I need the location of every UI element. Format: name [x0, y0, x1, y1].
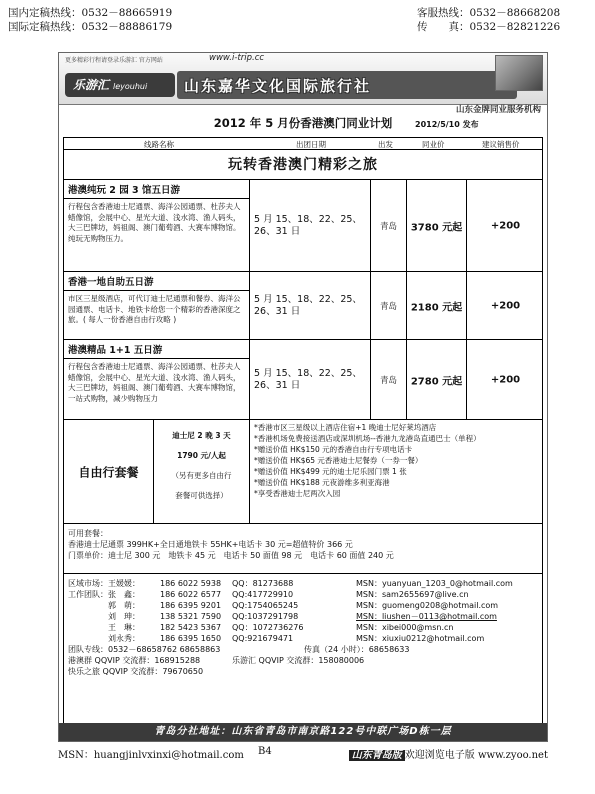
tour-price: 3780 元起 [410, 222, 463, 233]
contact-msn[interactable]: MSN：sam2655697@live.cn [356, 590, 469, 599]
team-phone: 团队专线：0532－68658762 68658863 [68, 645, 221, 654]
free-travel-items [254, 422, 538, 499]
price-cell [407, 180, 467, 271]
leyouhui-logo [65, 73, 175, 97]
contact-phone: 186 6022 6577 [160, 590, 222, 599]
tour-name: 港澳精品 1+1 五日游 [64, 340, 249, 359]
brand-name: 山东青岛版 [349, 750, 405, 761]
contact-name: 刘 珅： [108, 612, 140, 621]
tour-cell [64, 180, 250, 271]
team-fax: 传真（24 小时）：68658633 [304, 645, 410, 654]
list-item: *香港机场免费接送酒店或深圳机场--香港九龙港岛直通巴士（单程） [254, 434, 481, 443]
address-bar: 青岛分社地址：山东省青岛市南京路122号中联广场D栋一层 [59, 723, 547, 741]
tour-desc: 行程包含香港迪士尼通票、海洋公园通票、杜莎夫人蜡像馆，会展中心、星光大道、浅水湾、渔人码头，大三巴牌坊，妈祖阁、澳门葡萄酒、大赛车博物馆，一站式购物，减少购物压力 [68, 362, 241, 403]
dates-cell [250, 340, 371, 419]
list-item: *享受香港迪士尼两次入园 [254, 489, 341, 498]
list-item: *赠送价值 HK$150 元的香港自由行专项电话卡 [254, 445, 413, 454]
contact-line [68, 666, 538, 677]
logo-en: leyouhui [113, 82, 148, 91]
contact-msn[interactable]: MSN：guomeng0208@hotmail.com [356, 601, 499, 610]
header-suggest: 建议销售价 [482, 140, 520, 149]
logo-cn: 乐游汇 [73, 78, 110, 92]
tour-price: 2780 元起 [410, 376, 463, 387]
suggest-cell [467, 272, 544, 339]
header-route-name: 线路名称 [144, 140, 174, 149]
contact-msn[interactable]: MSN：liushen－0113@hotmail.com [356, 612, 497, 621]
tour-name: 港澳纯玩 2 园 3 馆五日游 [64, 180, 249, 199]
domestic-hotline: 国内定稿热线：0532－88665919 [8, 7, 173, 19]
contact-phone: 186 6395 9201 [160, 601, 222, 610]
list-item: *赠送价值 HK$188 元夜游维多利亚海港 [254, 478, 390, 487]
contact-name: 刘永秀： [108, 634, 140, 643]
tour-from: 青岛 [379, 221, 397, 232]
tour-dates: 5 月 15、18、22、25、26、31 日 [254, 293, 362, 317]
team-label: 工作团队： [68, 590, 108, 599]
company-banner [59, 53, 547, 105]
hotlines-left [8, 6, 172, 34]
welcome-text[interactable]: 欢迎浏览电子版 www.zyoo.net [404, 750, 548, 761]
table-row [64, 272, 542, 340]
dates-cell [250, 180, 371, 271]
tour-suggest: +200 [490, 374, 521, 385]
contact-line [68, 589, 538, 600]
section-title: 玩转香港澳门精彩之旅 [64, 150, 542, 180]
optional-packages [64, 524, 542, 574]
page-number: B4 [258, 746, 272, 757]
plan-title: 2012 年 5 月份香港澳门同业计划 [213, 116, 393, 130]
tour-dates: 5 月 15、18、22、25、26、31 日 [254, 213, 362, 237]
tour-dates: 5 月 15、18、22、25、26、31 日 [254, 367, 362, 391]
contact-line [68, 644, 538, 655]
tour-price: 2180 元起 [410, 302, 463, 313]
package-note-2: 套餐可供选择） [175, 491, 228, 500]
website-link[interactable]: www.i-trip.cc [209, 53, 265, 63]
banner-tagline: 更多精彩行程请登录乐游汇 官方网站 [65, 57, 163, 64]
package-note-1: （另有更多自由行 [171, 471, 232, 480]
from-cell [371, 340, 407, 419]
from-cell [371, 180, 407, 271]
suggest-cell [467, 340, 544, 419]
optional-line-1: 香港迪士尼通票 399HK+全日通地铁卡 55HK+电话卡 30 元=超值特价 366 元 [68, 540, 353, 549]
contact-msn[interactable]: MSN：yuanyuan_1203_0@hotmail.com [356, 579, 513, 588]
contact-name: 王媛媛： [108, 579, 140, 588]
contact-msn[interactable]: MSN：xibei000@msn.cn [356, 623, 454, 632]
happy-group: 快乐之旅 QQVIP 交流群：79670650 [68, 667, 204, 676]
price-cell [407, 340, 467, 419]
contact-qq: QQ:1037291798 [232, 612, 299, 621]
market-label: 区域市场： [68, 579, 108, 588]
banner-photo [495, 55, 543, 91]
header-price: 同业价 [422, 140, 445, 149]
contact-line [68, 655, 538, 666]
contact-phone: 186 6395 1650 [160, 634, 222, 643]
suggest-cell [467, 180, 544, 271]
customer-service-hotline: 客服热线：0532－88668208 [417, 7, 561, 19]
contact-msn[interactable]: MSN：xiuxiu0212@hotmail.com [356, 634, 485, 643]
contact-name: 张 鑫： [108, 590, 140, 599]
international-hotline: 国际定稿热线：0532－88886179 [8, 21, 173, 33]
tour-from: 青岛 [379, 301, 397, 312]
fax-number: 传 真：0532－82821226 [417, 21, 561, 33]
contact-phone: 182 5423 5367 [160, 623, 222, 632]
contact-phone: 138 5321 7590 [160, 612, 222, 621]
price-cell [407, 272, 467, 339]
free-travel-package [154, 420, 250, 523]
tour-cell [64, 340, 250, 419]
leyou-group: 乐游汇 QQVIP 交流群：158080006 [232, 656, 365, 665]
tour-suggest: +200 [490, 220, 521, 231]
footer-brand [349, 746, 548, 761]
table-row [64, 180, 542, 272]
list-item: *赠送价值 HK$65 元香港迪士尼餐券（一券一餐） [254, 456, 423, 465]
free-travel-row [64, 420, 542, 524]
tour-cell [64, 272, 250, 339]
tour-from: 青岛 [379, 375, 397, 386]
contact-qq: QQ:921679471 [232, 634, 294, 643]
free-travel-label: 自由行套餐 [78, 465, 139, 479]
contact-qq: QQ：1072736276 [232, 623, 304, 632]
page-frame [58, 52, 548, 742]
contact-line [68, 633, 538, 644]
contact-name: 郭 萌： [108, 601, 140, 610]
contact-qq: QQ：81273688 [232, 579, 294, 588]
table-row [64, 340, 542, 420]
list-item: *赠送价值 HK$499 元的迪士尼乐园门票 1 张 [254, 467, 407, 476]
header-dates: 出团日期 [296, 140, 326, 149]
contact-line [68, 578, 538, 589]
contacts-section [64, 574, 542, 738]
hk-group: 港澳群 QQVIP 交流群：168915288 [68, 656, 201, 665]
contact-qq: QQ:417729910 [232, 590, 294, 599]
hotlines-right [417, 6, 587, 34]
contact-name: 王 琳： [108, 623, 140, 632]
package-price: 1790 元/人起 [177, 451, 226, 460]
header-from: 出发 [378, 140, 393, 149]
route-table [63, 137, 543, 739]
tour-name: 香港一地自助五日游 [64, 272, 249, 291]
page-footer [58, 746, 548, 760]
optional-line-2: 门票单价：迪士尼 300 元 地铁卡 45 元 电话卡 50 面值 98 元 电话卡 60 面值 240 元 [68, 551, 394, 560]
footer-msn[interactable]: MSN：huangjinlvxinxi@hotmail.com [58, 750, 244, 761]
top-hotlines [8, 6, 587, 36]
tour-desc: 行程包含香港迪士尼通票、海洋公园通票、杜莎夫人蜡像馆，会展中心、星光大道、浅水湾、渔人码头，大三巴牌坊，妈祖阁、澳门葡萄酒、大赛车博物馆。纯玩无购物压力。 [68, 202, 241, 243]
list-item: *香港市区三星级以上酒店住宿+1 晚迪士尼好莱坞酒店 [254, 423, 437, 432]
contact-line [68, 600, 538, 611]
contact-phone: 186 6022 5938 [160, 579, 222, 588]
free-travel-label-cell [64, 420, 154, 523]
service-org: 山东金牌同业服务机构 [455, 105, 541, 115]
contact-qq: QQ:1754065245 [232, 601, 299, 610]
tour-suggest: +200 [490, 300, 521, 311]
contact-line [68, 611, 538, 622]
company-name: 山东嘉华文化国际旅行社 [184, 77, 372, 95]
dates-cell [250, 272, 371, 339]
plan-date: 2012/5/10 发布 [415, 120, 479, 129]
package-name: 迪士尼 2 晚 3 天 [172, 431, 231, 440]
from-cell [371, 272, 407, 339]
tour-desc: 市区三星级酒店，可代订迪士尼通票和餐券、海洋公园通票、电话卡、地铁卡给您一个精彩的香港深度之旅。( 每人一份香港自由行攻略 ) [68, 294, 241, 324]
table-header [64, 138, 542, 150]
contact-line [68, 622, 538, 633]
optional-title: 可用套餐： [68, 529, 108, 538]
